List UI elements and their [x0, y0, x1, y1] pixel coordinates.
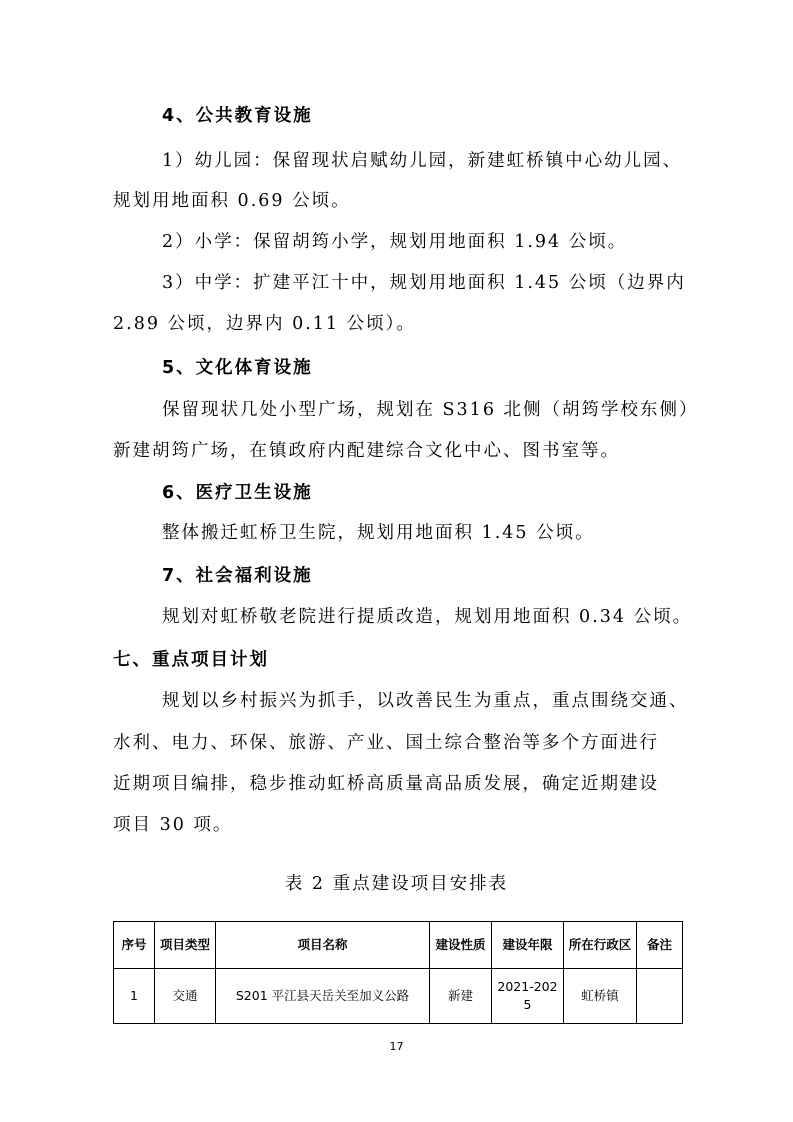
table-header-row — [114, 922, 683, 969]
paragraph-middle-school-line2: 2.89 公顷，边界内 0.11 公顷）。 — [113, 314, 416, 334]
paragraph-plan-line2: 水利、电力、环保、旅游、产业、国土综合整治等多个方面进行 — [113, 733, 659, 753]
cell-name: S201 平江县天岳关至加义公路 — [216, 969, 430, 1024]
cell-years: 2021-2025 — [492, 969, 564, 1024]
paragraph-plan-line4: 项目 30 项。 — [113, 815, 233, 835]
cell-seq: 1 — [114, 969, 155, 1024]
page-number: 17 — [389, 1040, 404, 1053]
heading-medical-health: 6、医疗卫生设施 — [162, 483, 313, 503]
header-region: 所在行政区 — [564, 922, 637, 969]
paragraph-culture-line2: 新建胡筠广场，在镇政府内配建综合文化中心、图书室等。 — [113, 441, 620, 461]
paragraph-plan-line3: 近期项目编排，稳步推动虹桥高质量高品质发展，确定近期建设 — [113, 774, 659, 794]
paragraph-plan-line1: 规划以乡村振兴为抓手，以改善民生为重点，重点围绕交通、 — [162, 691, 689, 711]
table-caption: 表 2 重点建设项目安排表 — [284, 874, 509, 894]
paragraph-middle-school-line1: 3）中学：扩建平江十中，规划用地面积 1.45 公顷（边界内 — [162, 273, 686, 293]
heading-key-projects: 七、重点项目计划 — [113, 650, 269, 670]
paragraph-culture-line1: 保留现状几处小型广场，规划在 S316 北侧（胡筠学校东侧） — [162, 400, 699, 420]
table-row — [114, 969, 683, 1024]
paragraph-welfare: 规划对虹桥敬老院进行提质改造，规划用地面积 0.34 公顷。 — [162, 607, 693, 627]
paragraph-kindergarten-line2: 规划用地面积 0.69 公顷。 — [113, 191, 351, 211]
paragraph-kindergarten-line1: 1）幼儿园：保留现状启赋幼儿园，新建虹桥镇中心幼儿园、 — [162, 151, 683, 171]
key-projects-table — [113, 921, 683, 1024]
header-name: 项目名称 — [216, 922, 430, 969]
header-remark: 备注 — [637, 922, 683, 969]
header-type: 项目类型 — [155, 922, 216, 969]
header-years: 建设年限 — [492, 922, 564, 969]
heading-public-education: 4、公共教育设施 — [162, 106, 313, 126]
cell-nature: 新建 — [430, 969, 492, 1024]
heading-culture-sports: 5、文化体育设施 — [162, 358, 313, 378]
header-seq: 序号 — [114, 922, 155, 969]
paragraph-primary-school: 2）小学：保留胡筠小学，规划用地面积 1.94 公顷。 — [162, 232, 628, 252]
cell-remark — [637, 969, 683, 1024]
cell-type: 交通 — [155, 969, 216, 1024]
header-nature: 建设性质 — [430, 922, 492, 969]
heading-social-welfare: 7、社会福利设施 — [162, 566, 313, 586]
paragraph-medical: 整体搬迁虹桥卫生院，规划用地面积 1.45 公顷。 — [162, 523, 595, 543]
cell-region: 虹桥镇 — [564, 969, 637, 1024]
